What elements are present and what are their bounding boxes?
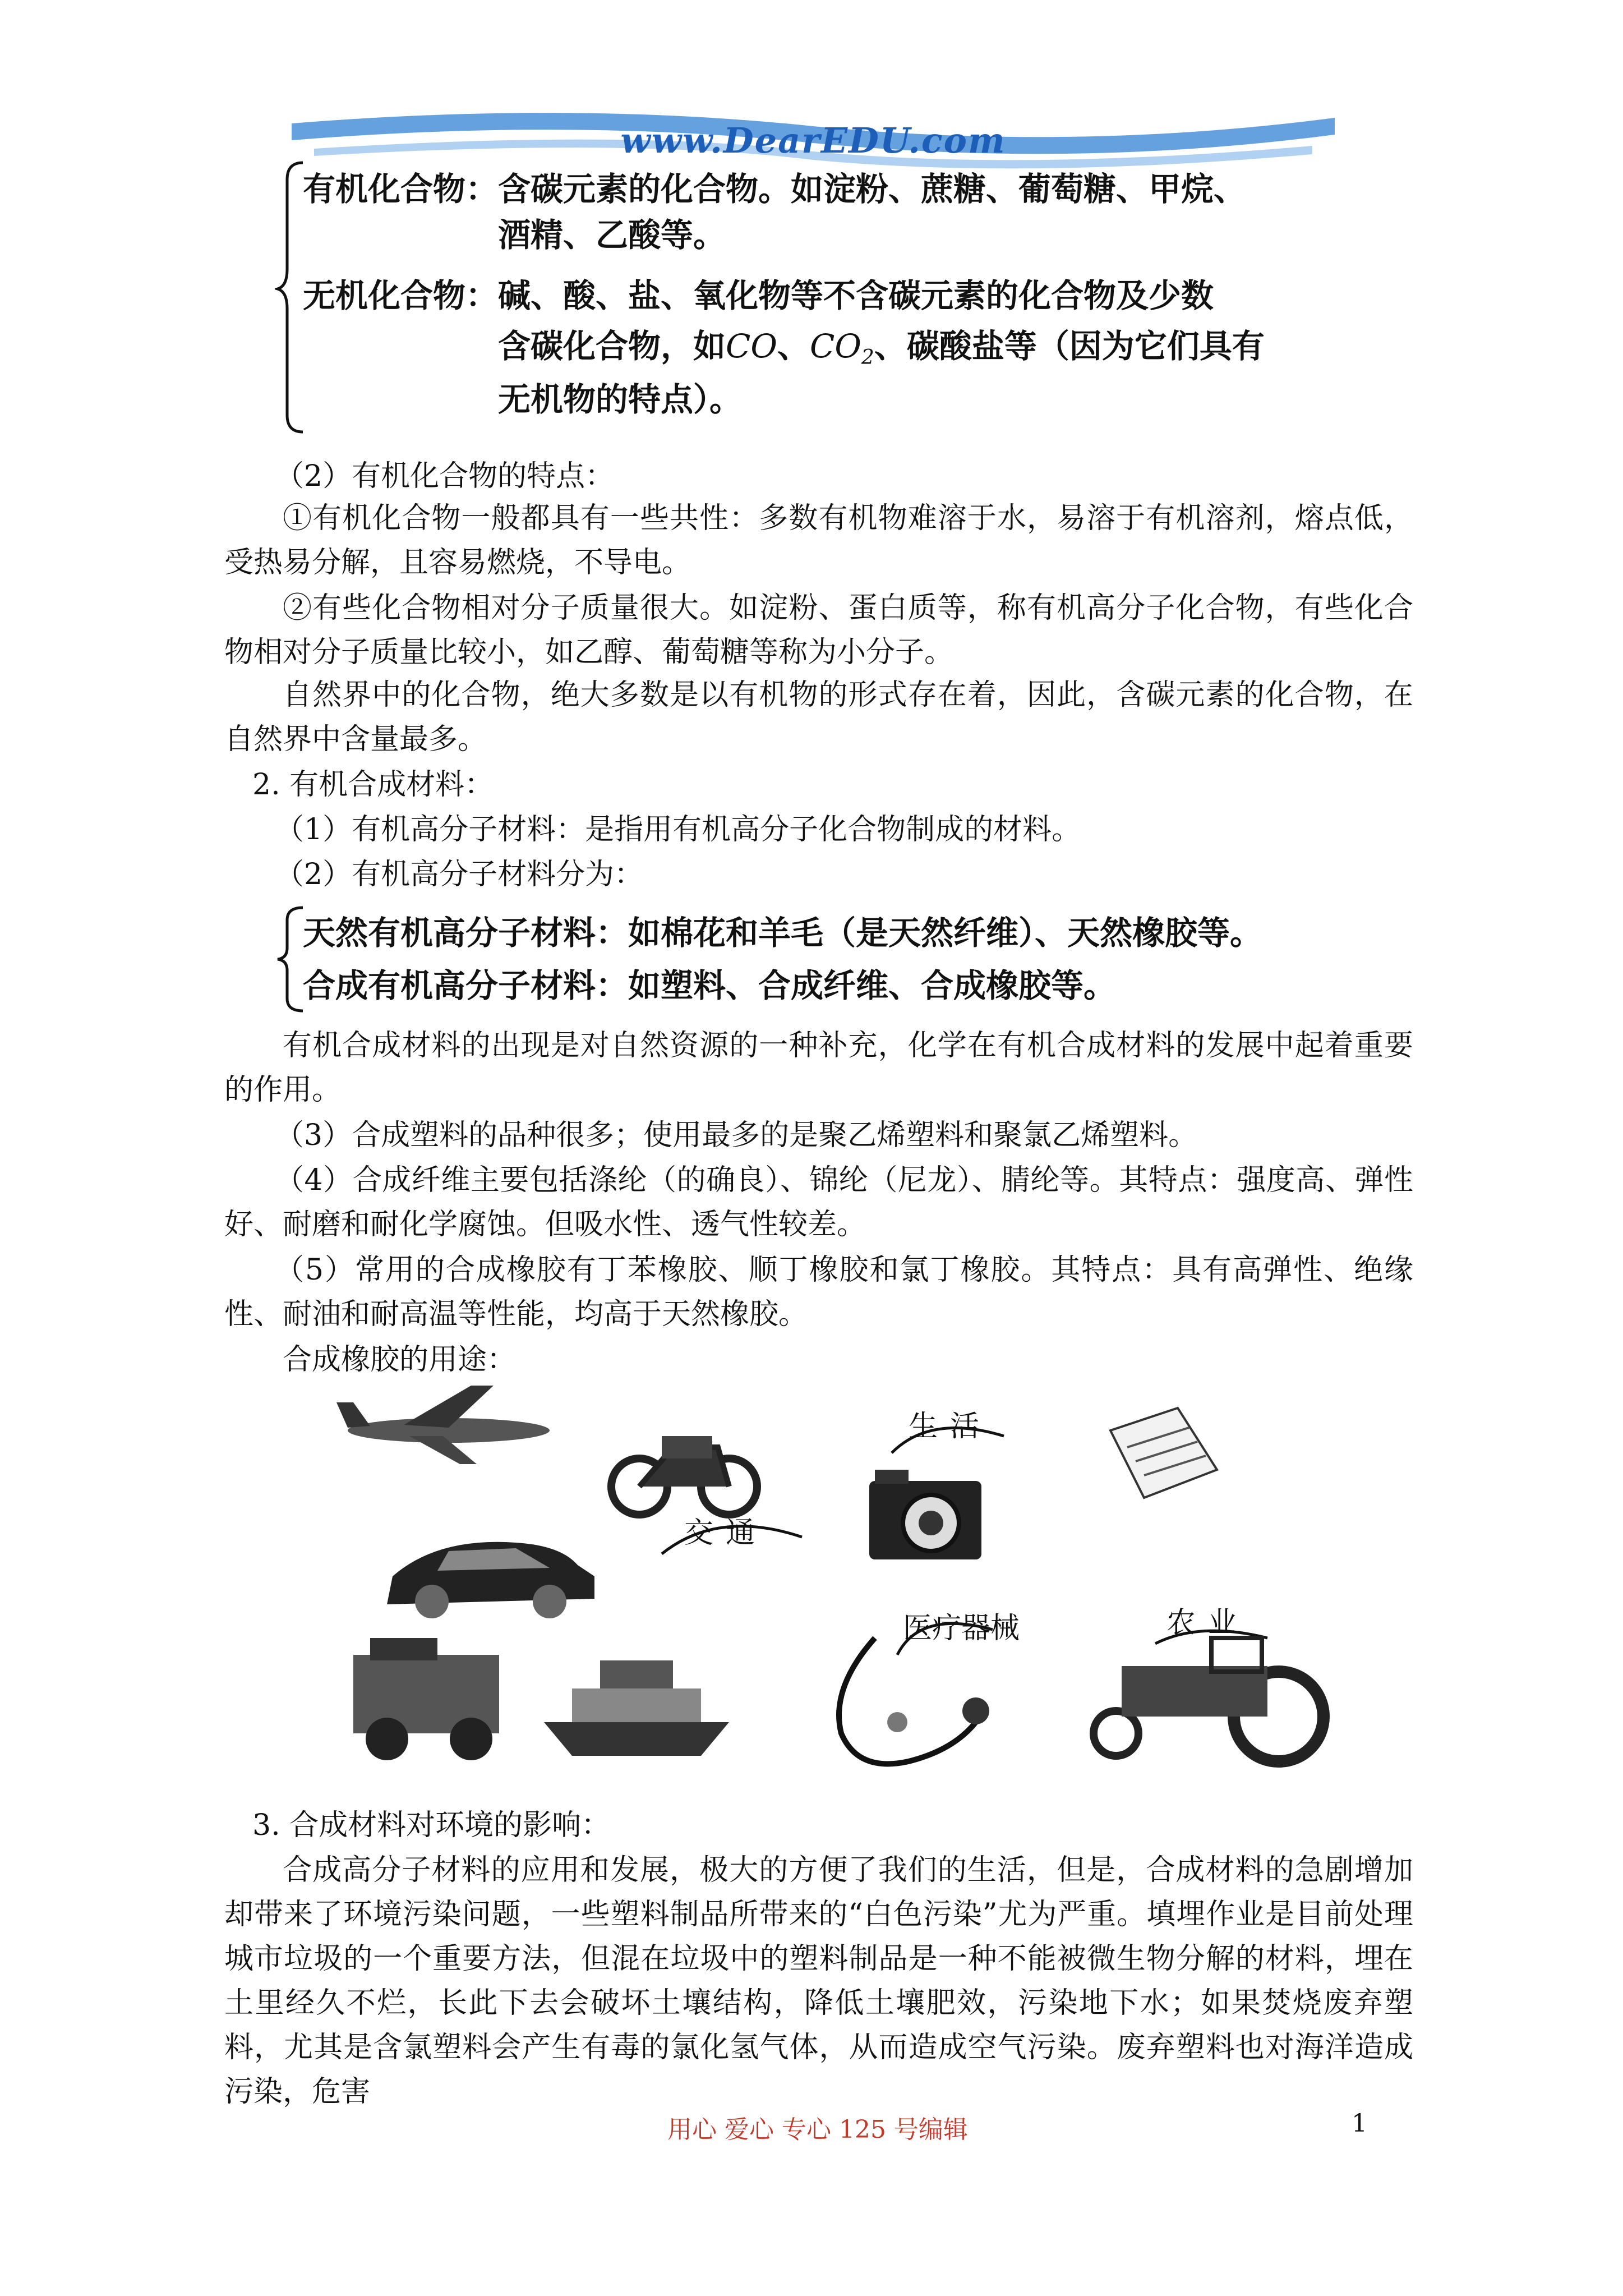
label-life: 生活: [909, 1410, 992, 1443]
para-plastics: （3）合成塑料的品种很多；使用最多的是聚乙烯塑料和聚氯乙烯塑料。: [275, 1119, 1198, 1152]
motorcycle-icon: [611, 1436, 757, 1515]
tractor-icon: [1094, 1638, 1324, 1761]
airplane-icon: [336, 1386, 550, 1464]
label-traffic: 交通: [684, 1516, 768, 1550]
para-feature-2: ②有些化合物相对分子质量很大。如淀粉、蛋白质等，称有机高分子化合物，有些化合物相对分子质量比较小，如乙醇、葡萄糖等称为小分子。: [224, 591, 1413, 669]
para-synthetic-significance: 有机合成材料的出现是对自然资源的一种补充，化学在有机合成材料的发展中起着重要的作用。: [224, 1029, 1413, 1107]
polymer-classification: [275, 903, 1396, 1015]
para-environment: 合成高分子材料的应用和发展，极大的方便了我们的生活，但是，合成材料的急剧增加却带来了环境污染问题，一些塑料制品所带来的“白色污染”尤为严重。填埋作业是目前处理城市垃圾的一个重要方法，但混在垃圾中的塑料制品是一种不能被微生物分解的材料，埋在土里经久不烂，长此下去会破坏土壤结构，降低土壤肥效，污染地下水；如果焚烧废弃塑料，尤其是含氯塑料会产生有毒的氯化氢气体，从而造成空气污染。废弃塑料也对海洋造成污染，危害: [224, 1853, 1413, 2109]
inorganic-compound-line: 无机化合物：碱、酸、盐、氧化物等不含碳元素的化合物及少数: [303, 277, 1214, 315]
para-polymer-definition: （1）有机高分子材料：是指用有机高分子化合物制成的材料。: [275, 813, 1081, 846]
stethoscope-icon: [839, 1638, 989, 1764]
calculator-icon: [1110, 1408, 1217, 1498]
ship-icon: [544, 1660, 729, 1756]
label-agriculture: 农业: [1166, 1606, 1250, 1640]
section-2-title: 2. 有机合成材料：: [252, 768, 494, 802]
section-3-title: 3. 合成材料对环境的影响：: [252, 1809, 611, 1842]
para-nature-compounds: 自然界中的化合物，绝大多数是以有机物的形式存在着，因此，含碳元素的化合物，在自然界中含量最多。: [224, 678, 1413, 756]
camera-icon: [869, 1470, 981, 1559]
organic-compound-line2: 酒精、乙酸等。: [498, 216, 726, 254]
site-url[interactable]: www.DearEDU.com: [620, 120, 1006, 161]
rubber-uses-illustration: [336, 1374, 1340, 1778]
organic-compound-line: 有机化合物：含碳元素的化合物。如淀粉、蔗糖、葡萄糖、甲烷、: [303, 170, 1247, 208]
footer-slogan: 用心 爱心 专心 125 号编辑: [667, 2115, 968, 2144]
para-organic-features-title: （2）有机化合物的特点：: [275, 459, 615, 493]
inorganic-compound-line3: 无机物的特点）。: [498, 380, 743, 418]
para-feature-1: ①有机化合物一般都具有一些共性：多数有机物难溶于水，易溶于有机溶剂，熔点低，受热易分解，且容易燃烧，不导电。: [224, 501, 1413, 579]
inorganic-compound-line2: 含碳化合物，如CO、$CO_2$、碳酸盐等（因为它们具有: [498, 327, 1265, 369]
para-rubber-uses: 合成橡胶的用途：: [283, 1343, 517, 1377]
para-polymer-types: （2）有机高分子材料分为：: [275, 858, 644, 891]
para-fibers: （4）合成纤维主要包括涤纶（的确良）、锦纶（尼龙）、腈纶等。其特点：强度高、弹性好、耐磨和耐化学腐蚀。但吸水性、透气性较差。: [224, 1163, 1413, 1241]
car-icon: [387, 1542, 594, 1618]
label-medical: 医疗器械: [903, 1612, 1020, 1645]
para-rubber: （5）常用的合成橡胶有丁苯橡胶、顺丁橡胶和氯丁橡胶。其特点：具有高弹性、绝缘性、耐油和耐高温等性能，均高于天然橡胶。: [224, 1253, 1413, 1331]
natural-polymer-line: 天然有机高分子材料：如棉花和羊毛（是天然纤维）、天然橡胶等。: [303, 914, 1263, 952]
truck-icon: [353, 1638, 499, 1760]
synthetic-polymer-line: 合成有机高分子材料：如塑料、合成纤维、合成橡胶等。: [303, 967, 1117, 1005]
illustration-drawing: [336, 1374, 1340, 1778]
page-number: 1: [1352, 2109, 1367, 2138]
compound-classification: [275, 157, 1396, 438]
